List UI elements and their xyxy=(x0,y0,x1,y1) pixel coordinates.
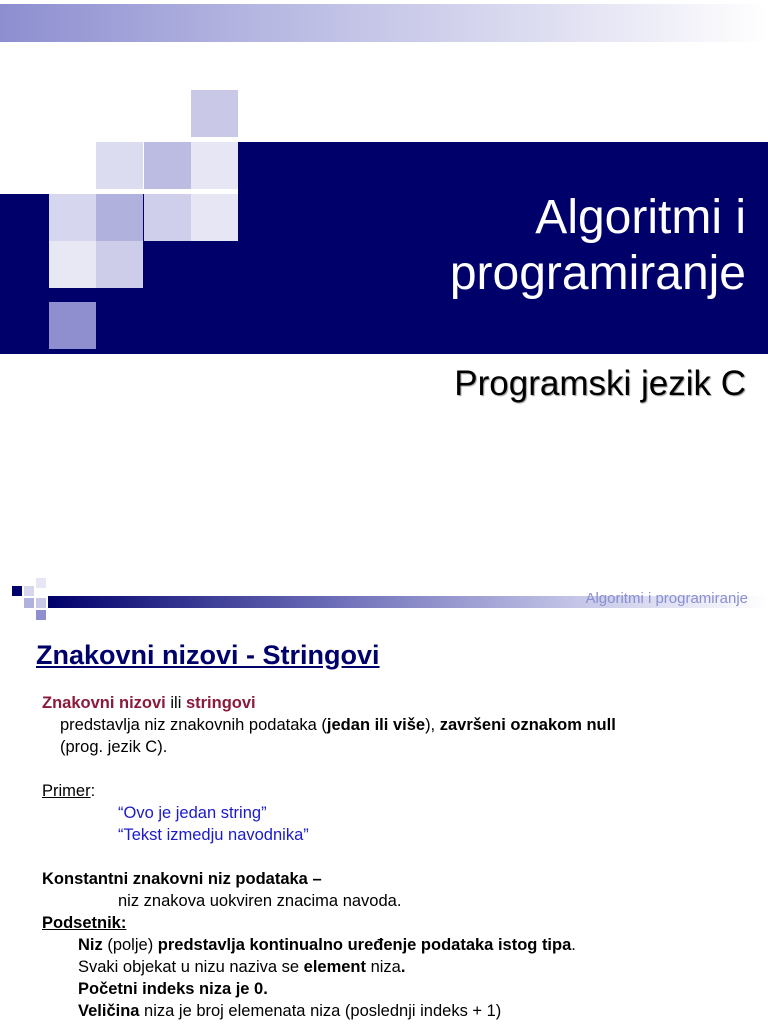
slide-title xyxy=(450,190,746,302)
title-band-upper xyxy=(238,142,768,194)
intro-definition-cont: (prog. jezik C). xyxy=(60,738,168,756)
decor-square xyxy=(24,598,34,608)
decor-square xyxy=(49,241,96,288)
title-line-2: programiranje xyxy=(449,247,746,300)
reminder-line-1 xyxy=(42,934,742,956)
decor-square xyxy=(96,142,143,189)
decor-square xyxy=(49,302,96,349)
text: predstavlja niz znakovnih podataka ( xyxy=(60,716,327,734)
example-item: “Tekst izmedju navodnika” xyxy=(118,826,309,844)
text-bold: element xyxy=(303,958,366,976)
text-bold: predstavlja kontinualno uređenje podataka istog tipa xyxy=(157,936,572,954)
constant-text: niz znakova uokviren znacima navoda. xyxy=(118,892,402,910)
text-bold: jedan ili više xyxy=(326,716,426,734)
text-bold: Veličina xyxy=(78,1002,140,1020)
conjunction: ili xyxy=(165,694,186,712)
reminder-line-2 xyxy=(42,956,742,978)
top-gradient-band xyxy=(0,4,768,42)
constant-heading: Konstantni znakovni niz podataka – xyxy=(42,870,322,888)
text: (polje) xyxy=(102,936,158,954)
reminder-line-3: Početni indeks niza je 0. xyxy=(78,980,268,998)
header-course-title: Algoritmi i programiranje xyxy=(585,590,748,607)
decor-square xyxy=(12,586,22,596)
slide-subtitle: Programski jezik C xyxy=(454,364,746,403)
term-znakovni-nizovi: Znakovni nizovi xyxy=(42,694,166,712)
example-label: Primer xyxy=(42,782,91,800)
decor-square xyxy=(144,194,191,241)
example-label-line xyxy=(42,780,742,802)
slide-title: Znakovni nizovi - Stringovi xyxy=(36,640,380,670)
decor-square xyxy=(36,598,46,608)
text: . xyxy=(571,936,576,954)
content-slide xyxy=(0,576,768,1024)
text-bold: Niz xyxy=(78,936,103,954)
text: niza xyxy=(366,958,401,976)
decor-square xyxy=(24,586,34,596)
reminder-label: Podsetnik: xyxy=(42,914,127,932)
slide-body xyxy=(42,692,742,1022)
term-stringovi: stringovi xyxy=(185,694,256,712)
text: ), xyxy=(425,716,440,734)
example-item: “Ovo je jedan string” xyxy=(118,804,267,822)
decor-square xyxy=(96,241,143,288)
colon: : xyxy=(90,782,96,800)
decor-square xyxy=(191,194,238,241)
decor-square xyxy=(49,194,96,241)
intro-terms xyxy=(42,692,742,714)
decor-square xyxy=(144,142,191,189)
decor-square xyxy=(191,90,238,137)
intro-definition xyxy=(42,714,742,736)
reminder-line-4 xyxy=(42,1000,742,1022)
text-bold: . xyxy=(400,958,406,976)
text-bold: završeni oznakom null xyxy=(439,716,616,734)
decor-square xyxy=(96,194,143,241)
decor-square xyxy=(191,142,238,189)
decor-square xyxy=(36,578,46,588)
text: niza je broj elemenata niza (poslednji indeks + 1) xyxy=(139,1002,502,1020)
decor-square xyxy=(36,610,46,620)
text: Svaki objekat u nizu naziva se xyxy=(78,958,304,976)
title-line-1: Algoritmi i xyxy=(535,191,746,244)
